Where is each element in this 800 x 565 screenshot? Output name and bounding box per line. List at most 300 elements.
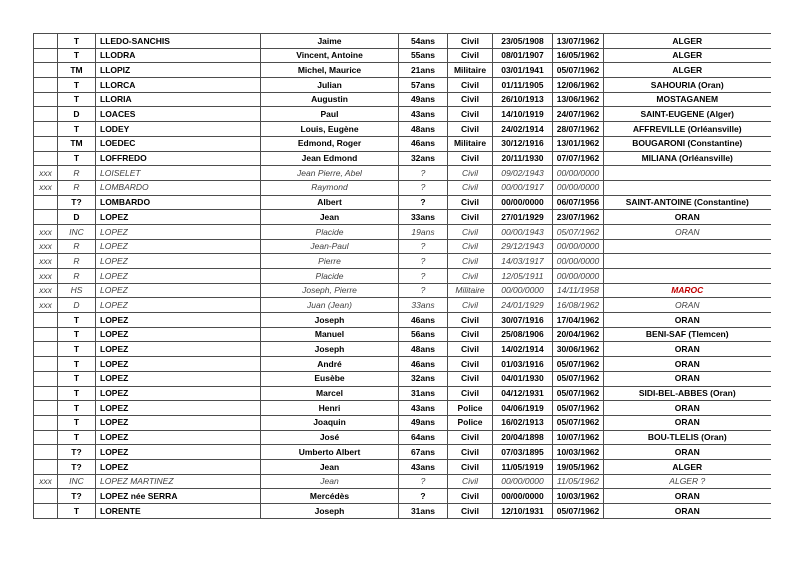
cell-marker (34, 122, 58, 137)
table-row (34, 401, 771, 416)
cell-status-code: T (58, 342, 96, 357)
cell-age: 46ans (399, 357, 448, 372)
cell-firstname: Joseph (261, 342, 399, 357)
cell-marker (34, 357, 58, 372)
cell-birth-date: 04/12/1931 (493, 386, 553, 401)
cell-category: Police (448, 415, 493, 430)
table-row (34, 195, 771, 210)
table-row (34, 166, 771, 181)
cell-death-date: 05/07/1962 (553, 504, 604, 519)
cell-category: Civil (448, 166, 493, 181)
cell-birth-date: 29/12/1943 (493, 239, 553, 254)
cell-place: AFFREVILLE (Orléansville) (604, 122, 771, 137)
cell-surname: LOPEZ (96, 313, 261, 328)
cell-place: BOU-TLELIS (Oran) (604, 430, 771, 445)
cell-death-date: 20/04/1962 (553, 327, 604, 342)
cell-status-code: T (58, 48, 96, 63)
cell-age: 32ans (399, 371, 448, 386)
cell-surname: LOISELET (96, 166, 261, 181)
cell-place: SAHOURIA (Oran) (604, 78, 771, 93)
cell-birth-date: 12/10/1931 (493, 504, 553, 519)
cell-marker: xxx (34, 239, 58, 254)
cell-death-date: 05/07/1962 (553, 415, 604, 430)
cell-age: 55ans (399, 48, 448, 63)
cell-death-date: 13/01/1962 (553, 136, 604, 151)
cell-age: 33ans (399, 210, 448, 225)
cell-firstname: José (261, 430, 399, 445)
cell-firstname: Paul (261, 107, 399, 122)
cell-place: ORAN (604, 298, 771, 313)
cell-age: 56ans (399, 327, 448, 342)
cell-status-code: R (58, 269, 96, 284)
cell-firstname: Eusèbe (261, 371, 399, 386)
cell-birth-date: 25/08/1906 (493, 327, 553, 342)
cell-category: Militaire (448, 136, 493, 151)
cell-status-code: D (58, 298, 96, 313)
cell-status-code: T? (58, 489, 96, 504)
cell-firstname: Joaquin (261, 415, 399, 430)
cell-surname: LOPEZ (96, 283, 261, 298)
cell-birth-date: 03/01/1941 (493, 63, 553, 78)
cell-marker: xxx (34, 269, 58, 284)
cell-status-code: T (58, 78, 96, 93)
cell-surname: LOPEZ (96, 342, 261, 357)
cell-place: ORAN (604, 210, 771, 225)
cell-category: Civil (448, 357, 493, 372)
cell-surname: LORENTE (96, 504, 261, 519)
cell-marker (34, 63, 58, 78)
cell-firstname: Joseph, Pierre (261, 283, 399, 298)
table-row (34, 313, 771, 328)
cell-place: BENI-SAF (Tlemcen) (604, 327, 771, 342)
table-row (34, 107, 771, 122)
cell-marker (34, 327, 58, 342)
cell-birth-date: 00/00/1943 (493, 224, 553, 239)
cell-death-date: 28/07/1962 (553, 122, 604, 137)
cell-status-code: T (58, 371, 96, 386)
cell-age: 57ans (399, 78, 448, 93)
cell-firstname: Jean (261, 210, 399, 225)
cell-surname: LOMBARDO (96, 195, 261, 210)
cell-category: Civil (448, 78, 493, 93)
cell-surname: LODEY (96, 122, 261, 137)
cell-marker: xxx (34, 180, 58, 195)
records-table (33, 33, 771, 519)
cell-category: Civil (448, 151, 493, 166)
cell-birth-date: 04/01/1930 (493, 371, 553, 386)
cell-firstname: Michel, Maurice (261, 63, 399, 78)
cell-surname: LOPEZ (96, 239, 261, 254)
cell-status-code: R (58, 239, 96, 254)
cell-marker: xxx (34, 474, 58, 489)
cell-place: ORAN (604, 504, 771, 519)
cell-firstname: Mercédès (261, 489, 399, 504)
cell-firstname: Jean (261, 474, 399, 489)
cell-age: 33ans (399, 298, 448, 313)
cell-category: Civil (448, 269, 493, 284)
cell-category: Civil (448, 122, 493, 137)
cell-birth-date: 26/10/1913 (493, 92, 553, 107)
cell-category: Civil (448, 107, 493, 122)
cell-place: ALGER (604, 34, 771, 49)
cell-category: Civil (448, 459, 493, 474)
cell-category: Militaire (448, 63, 493, 78)
cell-place: ORAN (604, 445, 771, 460)
cell-death-date: 13/07/1962 (553, 34, 604, 49)
cell-place: MAROC (604, 283, 771, 298)
cell-firstname: Raymond (261, 180, 399, 195)
cell-birth-date: 00/00/0000 (493, 195, 553, 210)
cell-death-date: 07/07/1962 (553, 151, 604, 166)
cell-firstname: Albert (261, 195, 399, 210)
table-row (34, 151, 771, 166)
cell-surname: LLORCA (96, 78, 261, 93)
cell-place: ORAN (604, 489, 771, 504)
cell-status-code: T (58, 92, 96, 107)
cell-surname: LLODRA (96, 48, 261, 63)
cell-age: 19ans (399, 224, 448, 239)
cell-firstname: Julian (261, 78, 399, 93)
cell-surname: LOPEZ (96, 298, 261, 313)
cell-death-date: 19/05/1962 (553, 459, 604, 474)
cell-status-code: R (58, 166, 96, 181)
cell-birth-date: 24/01/1929 (493, 298, 553, 313)
cell-age: ? (399, 283, 448, 298)
cell-death-date: 05/07/1962 (553, 401, 604, 416)
table-row (34, 92, 771, 107)
cell-birth-date: 14/02/1914 (493, 342, 553, 357)
cell-status-code: T (58, 357, 96, 372)
cell-death-date: 30/06/1962 (553, 342, 604, 357)
cell-birth-date: 09/02/1943 (493, 166, 553, 181)
cell-age: 21ans (399, 63, 448, 78)
cell-age: 31ans (399, 504, 448, 519)
cell-age: 49ans (399, 92, 448, 107)
table-row (34, 122, 771, 137)
cell-place: SAINT-EUGENE (Alger) (604, 107, 771, 122)
cell-birth-date: 24/02/1914 (493, 122, 553, 137)
cell-place: ALGER ? (604, 474, 771, 489)
cell-marker (34, 386, 58, 401)
cell-status-code: T (58, 151, 96, 166)
cell-marker (34, 210, 58, 225)
table-row (34, 210, 771, 225)
cell-birth-date: 23/05/1908 (493, 34, 553, 49)
cell-status-code: R (58, 180, 96, 195)
cell-firstname: André (261, 357, 399, 372)
table-row (34, 430, 771, 445)
cell-status-code: T (58, 504, 96, 519)
table-row (34, 415, 771, 430)
cell-category: Civil (448, 298, 493, 313)
cell-age: 54ans (399, 34, 448, 49)
cell-birth-date: 04/06/1919 (493, 401, 553, 416)
cell-firstname: Umberto Albert (261, 445, 399, 460)
cell-place: ALGER (604, 459, 771, 474)
cell-age: ? (399, 474, 448, 489)
table-row (34, 180, 771, 195)
cell-category: Civil (448, 430, 493, 445)
cell-death-date: 00/00/0000 (553, 254, 604, 269)
cell-category: Civil (448, 342, 493, 357)
cell-marker (34, 342, 58, 357)
cell-death-date: 05/07/1962 (553, 371, 604, 386)
cell-surname: LOPEZ née SERRA (96, 489, 261, 504)
cell-category: Civil (448, 327, 493, 342)
cell-status-code: T (58, 34, 96, 49)
cell-marker (34, 151, 58, 166)
cell-marker: xxx (34, 298, 58, 313)
cell-category: Civil (448, 254, 493, 269)
cell-death-date: 11/05/1962 (553, 474, 604, 489)
cell-marker (34, 136, 58, 151)
cell-place: ORAN (604, 342, 771, 357)
cell-category: Civil (448, 92, 493, 107)
table-row (34, 48, 771, 63)
cell-surname: LOPEZ (96, 459, 261, 474)
cell-death-date: 16/08/1962 (553, 298, 604, 313)
cell-firstname: Edmond, Roger (261, 136, 399, 151)
table-row (34, 474, 771, 489)
cell-surname: LOPEZ (96, 415, 261, 430)
cell-death-date: 05/07/1962 (553, 224, 604, 239)
cell-category: Civil (448, 224, 493, 239)
cell-surname: LOPEZ (96, 401, 261, 416)
cell-death-date: 00/00/0000 (553, 239, 604, 254)
table-row (34, 34, 771, 49)
cell-firstname: Jean Pierre, Abel (261, 166, 399, 181)
cell-age: 48ans (399, 122, 448, 137)
cell-place (604, 254, 771, 269)
cell-firstname: Jaime (261, 34, 399, 49)
cell-status-code: T? (58, 445, 96, 460)
cell-marker (34, 445, 58, 460)
cell-status-code: T? (58, 195, 96, 210)
cell-place (604, 180, 771, 195)
cell-age: 46ans (399, 313, 448, 328)
cell-status-code: R (58, 254, 96, 269)
cell-status-code: T (58, 386, 96, 401)
cell-death-date: 00/00/0000 (553, 269, 604, 284)
cell-death-date: 23/07/1962 (553, 210, 604, 225)
cell-birth-date: 16/02/1913 (493, 415, 553, 430)
cell-firstname: Pierre (261, 254, 399, 269)
cell-category: Civil (448, 489, 493, 504)
cell-age: 48ans (399, 342, 448, 357)
cell-age: 31ans (399, 386, 448, 401)
cell-age: ? (399, 166, 448, 181)
cell-surname: LOPEZ (96, 430, 261, 445)
cell-death-date: 00/00/0000 (553, 180, 604, 195)
cell-surname: LOPEZ (96, 210, 261, 225)
cell-surname: LOPEZ MARTINEZ (96, 474, 261, 489)
table-row (34, 269, 771, 284)
cell-death-date: 10/03/1962 (553, 445, 604, 460)
cell-birth-date: 01/03/1916 (493, 357, 553, 372)
table-row (34, 224, 771, 239)
cell-age: ? (399, 180, 448, 195)
table-row (34, 445, 771, 460)
cell-category: Civil (448, 474, 493, 489)
cell-status-code: TM (58, 136, 96, 151)
table-row (34, 298, 771, 313)
cell-status-code: T (58, 313, 96, 328)
cell-death-date: 05/07/1962 (553, 357, 604, 372)
table-row (34, 342, 771, 357)
cell-status-code: T (58, 401, 96, 416)
cell-firstname: Joseph (261, 504, 399, 519)
cell-place: ALGER (604, 63, 771, 78)
cell-category: Militaire (448, 283, 493, 298)
cell-age: 46ans (399, 136, 448, 151)
cell-death-date: 00/00/0000 (553, 166, 604, 181)
cell-firstname: Jean (261, 459, 399, 474)
cell-place: ORAN (604, 357, 771, 372)
cell-category: Police (448, 401, 493, 416)
cell-birth-date: 12/05/1911 (493, 269, 553, 284)
table-row (34, 327, 771, 342)
cell-marker (34, 34, 58, 49)
table-row (34, 386, 771, 401)
cell-firstname: Jean Edmond (261, 151, 399, 166)
cell-firstname: Placide (261, 269, 399, 284)
cell-surname: LOMBARDO (96, 180, 261, 195)
cell-death-date: 16/05/1962 (553, 48, 604, 63)
cell-marker (34, 459, 58, 474)
cell-marker (34, 371, 58, 386)
cell-age: ? (399, 254, 448, 269)
cell-status-code: T (58, 415, 96, 430)
cell-category: Civil (448, 386, 493, 401)
table-row (34, 357, 771, 372)
cell-marker (34, 195, 58, 210)
cell-age: ? (399, 195, 448, 210)
table-row (34, 371, 771, 386)
cell-marker (34, 415, 58, 430)
cell-surname: LOPEZ (96, 254, 261, 269)
cell-birth-date: 14/10/1919 (493, 107, 553, 122)
cell-age: 43ans (399, 459, 448, 474)
cell-age: 49ans (399, 415, 448, 430)
cell-firstname: Vincent, Antoine (261, 48, 399, 63)
cell-category: Civil (448, 34, 493, 49)
cell-place: MILIANA (Orléansville) (604, 151, 771, 166)
cell-birth-date: 00/00/0000 (493, 489, 553, 504)
table-row (34, 78, 771, 93)
cell-firstname: Jean-Paul (261, 239, 399, 254)
cell-firstname: Henri (261, 401, 399, 416)
cell-status-code: T? (58, 459, 96, 474)
cell-category: Civil (448, 313, 493, 328)
cell-place: ORAN (604, 313, 771, 328)
cell-marker (34, 504, 58, 519)
cell-age: ? (399, 269, 448, 284)
cell-marker: xxx (34, 224, 58, 239)
cell-death-date: 10/07/1962 (553, 430, 604, 445)
cell-firstname: Augustin (261, 92, 399, 107)
cell-status-code: HS (58, 283, 96, 298)
cell-surname: LOPEZ (96, 224, 261, 239)
cell-birth-date: 00/00/1917 (493, 180, 553, 195)
cell-place: ORAN (604, 371, 771, 386)
cell-status-code: TM (58, 63, 96, 78)
table-row (34, 459, 771, 474)
cell-death-date: 24/07/1962 (553, 107, 604, 122)
cell-place: ALGER (604, 48, 771, 63)
cell-age: 43ans (399, 401, 448, 416)
table-row (34, 283, 771, 298)
cell-marker (34, 78, 58, 93)
cell-category: Civil (448, 210, 493, 225)
cell-marker (34, 107, 58, 122)
cell-death-date: 10/03/1962 (553, 489, 604, 504)
cell-place (604, 269, 771, 284)
cell-place: ORAN (604, 224, 771, 239)
cell-firstname: Joseph (261, 313, 399, 328)
cell-birth-date: 11/05/1919 (493, 459, 553, 474)
table-row (34, 489, 771, 504)
cell-place: SAINT-ANTOINE (Constantine) (604, 195, 771, 210)
cell-age: ? (399, 489, 448, 504)
cell-place (604, 166, 771, 181)
cell-category: Civil (448, 445, 493, 460)
cell-age: ? (399, 239, 448, 254)
cell-birth-date: 20/04/1898 (493, 430, 553, 445)
cell-birth-date: 14/03/1917 (493, 254, 553, 269)
cell-birth-date: 30/12/1916 (493, 136, 553, 151)
cell-death-date: 12/06/1962 (553, 78, 604, 93)
cell-surname: LOPEZ (96, 386, 261, 401)
cell-surname: LLEDO-SANCHIS (96, 34, 261, 49)
cell-category: Civil (448, 371, 493, 386)
cell-firstname: Juan (Jean) (261, 298, 399, 313)
cell-marker (34, 48, 58, 63)
cell-status-code: T (58, 122, 96, 137)
cell-marker (34, 430, 58, 445)
cell-status-code: D (58, 210, 96, 225)
cell-place: MOSTAGANEM (604, 92, 771, 107)
cell-birth-date: 00/00/0000 (493, 474, 553, 489)
cell-death-date: 17/04/1962 (553, 313, 604, 328)
cell-marker (34, 401, 58, 416)
cell-birth-date: 27/01/1929 (493, 210, 553, 225)
cell-death-date: 05/07/1962 (553, 386, 604, 401)
cell-surname: LOPEZ (96, 357, 261, 372)
cell-category: Civil (448, 195, 493, 210)
cell-birth-date: 08/01/1907 (493, 48, 553, 63)
cell-marker: xxx (34, 254, 58, 269)
cell-marker: xxx (34, 166, 58, 181)
cell-marker: xxx (34, 283, 58, 298)
cell-surname: LOPEZ (96, 327, 261, 342)
cell-status-code: D (58, 107, 96, 122)
cell-status-code: T (58, 327, 96, 342)
cell-place: ORAN (604, 415, 771, 430)
cell-marker (34, 489, 58, 504)
cell-age: 64ans (399, 430, 448, 445)
cell-age: 43ans (399, 107, 448, 122)
cell-status-code: INC (58, 224, 96, 239)
cell-category: Civil (448, 504, 493, 519)
cell-surname: LOPEZ (96, 371, 261, 386)
cell-birth-date: 30/07/1916 (493, 313, 553, 328)
records-table-body (34, 34, 771, 519)
cell-death-date: 14/11/1958 (553, 283, 604, 298)
cell-status-code: T (58, 430, 96, 445)
cell-surname: LOPEZ (96, 269, 261, 284)
cell-birth-date: 07/03/1895 (493, 445, 553, 460)
cell-marker (34, 92, 58, 107)
